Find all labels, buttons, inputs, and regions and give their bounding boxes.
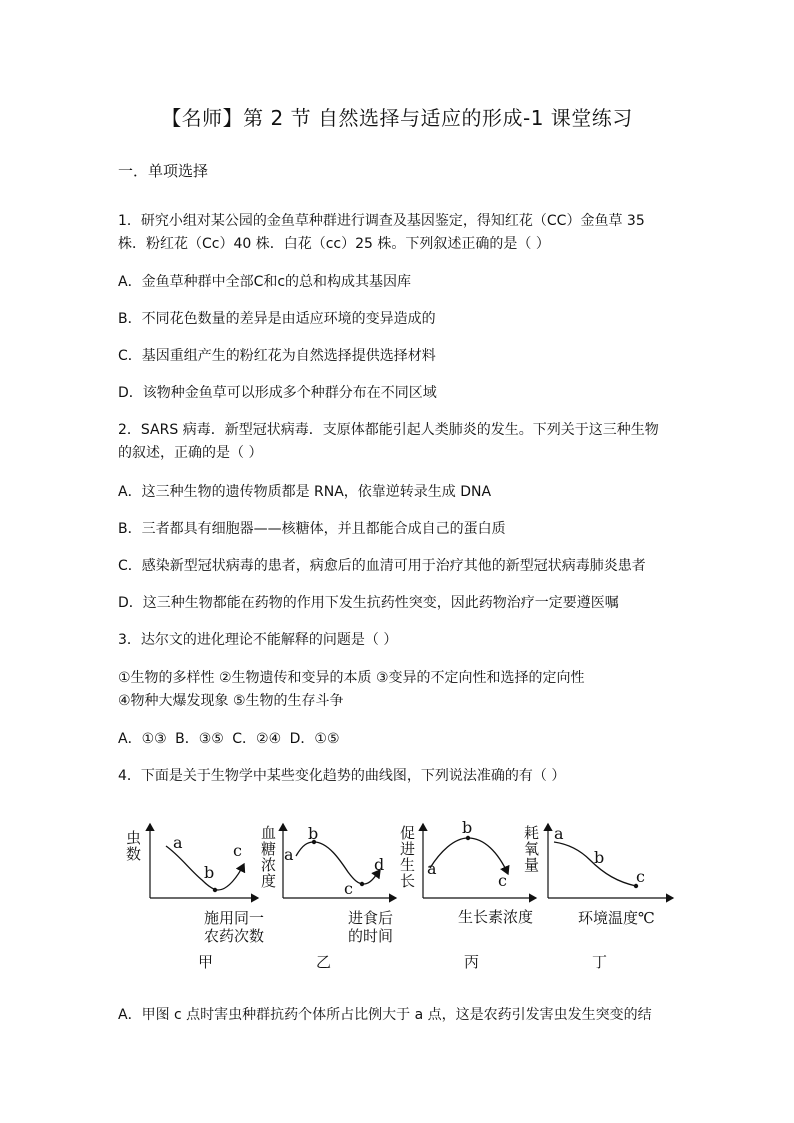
ding-caption: 丁: [592, 953, 608, 971]
jia-x-label-1: 施用同一: [204, 909, 265, 927]
q4-curve-figure: [118, 812, 678, 982]
jia-y-label-2: 数: [126, 845, 142, 863]
q1-option-a: A．金鱼草种群中全部C和c的总和构成其基因库: [118, 274, 412, 290]
yi-caption: 乙: [316, 953, 332, 971]
jia-label-a: a: [173, 833, 183, 852]
bing-y-label-4: 长: [400, 872, 416, 890]
bing-curve: [430, 838, 508, 874]
q1-option-c: C．基因重组产生的粉红花为自然选择提供选择材料: [118, 348, 436, 364]
ding-y-label-3: 量: [524, 856, 540, 874]
yi-label-d: d: [374, 855, 385, 874]
yi-x-label-2: 的时间: [348, 927, 394, 945]
bing-label-c: c: [498, 871, 507, 890]
jia-x-label-2: 农药次数: [204, 927, 265, 945]
q3-items-line2: ④物种大爆发现象 ⑤生物的生存斗争: [118, 693, 344, 709]
yi-label-b: b: [308, 824, 319, 843]
ding-label-c: c: [636, 867, 645, 886]
bing-y-label-3: 生: [400, 856, 416, 874]
ding-y-label-2: 氧: [524, 840, 540, 858]
q2-option-a: A．这三种生物的遗传物质都是 RNA，依靠逆转录生成 DNA: [118, 484, 492, 500]
q3-items-line1: ①生物的多样性 ②生物遗传和变异的本质 ③变异的不定向性和选择的定向性: [118, 670, 585, 686]
page-title: 【名师】第 2 节 自然选择与适应的形成-1 课堂练习: [161, 106, 633, 130]
jia-point-b: [213, 888, 217, 892]
q3-stem: 3．达尔文的进化理论不能解释的问题是（ ）: [118, 632, 398, 648]
q2-option-c: C．感染新型冠状病毒的患者，病愈后的血清可用于治疗其他的新型冠状病毒肺炎患者: [118, 558, 646, 574]
q2-option-b: B．三者都具有细胞器——核糖体，并且都能合成自己的蛋白质: [118, 521, 506, 537]
bing-y-label-2: 进: [400, 840, 416, 858]
jia-label-b: b: [204, 863, 215, 882]
graph-bing: [400, 818, 536, 971]
q3-options: A．①③ B．③⑤ C．②④ D．①⑤: [118, 731, 340, 747]
q2-stem-line1: 2．SARS 病毒．新型冠状病毒．支原体都能引起人类肺炎的发生。下列关于这三种生物: [118, 422, 659, 438]
ding-y-label-1: 耗: [524, 824, 540, 842]
bing-label-a: a: [427, 859, 437, 878]
graph-jia: [126, 824, 264, 971]
section-heading: 一．单项选择: [118, 162, 209, 180]
q4-option-a: A．甲图 c 点时害虫种群抗药个体所占比例大于 a 点，这是农药引发害虫发生突变的结: [118, 1007, 652, 1023]
q1-option-d: D．该物种金鱼草可以形成多个种群分布在不同区域: [118, 385, 437, 401]
jia-y-label-1: 虫: [126, 829, 142, 847]
q4-stem: 4．下面是关于生物学中某些变化趋势的曲线图，下列说法准确的有（ ）: [118, 768, 566, 784]
yi-label-a: a: [284, 845, 294, 864]
yi-y-label-1: 血: [261, 824, 277, 842]
ding-label-b: b: [594, 848, 605, 867]
bing-caption: 丙: [464, 953, 480, 971]
bing-y-label-1: 促: [400, 824, 416, 842]
ding-label-a: a: [554, 824, 564, 843]
yi-y-label-3: 浓: [261, 856, 277, 874]
yi-y-label-2: 糖: [261, 840, 277, 858]
yi-y-label-4: 度: [261, 872, 277, 890]
yi-curve: [296, 842, 380, 884]
graph-yi: [261, 824, 396, 971]
yi-point-c: [360, 882, 364, 886]
q1-option-b: B．不同花色数量的差异是由适应环境的变异造成的: [118, 311, 436, 327]
q2-option-d: D．这三种生物都能在药物的作用下发生抗药性突变，因此药物治疗一定要遵医嘱: [118, 595, 619, 611]
yi-x-label-1: 进食后: [348, 909, 394, 927]
yi-label-c: c: [344, 879, 353, 898]
jia-label-c: c: [233, 841, 242, 860]
q1-stem-line1: 1．研究小组对某公园的金鱼草种群进行调查及基因鉴定，得知红花（CC）金鱼草 35: [118, 213, 645, 229]
q1-stem-line2: 株．粉红花（Cc）40 株．白花（cc）25 株。下列叙述正确的是（ ）: [118, 236, 550, 252]
bing-x-label: 生长素浓度: [458, 908, 534, 926]
graph-ding: [524, 824, 673, 971]
q2-stem-line2: 的叙述，正确的是（ ）: [118, 445, 263, 461]
jia-caption: 甲: [198, 953, 214, 971]
bing-label-b: b: [462, 818, 473, 837]
ding-x-label: 环境温度℃: [578, 909, 655, 927]
